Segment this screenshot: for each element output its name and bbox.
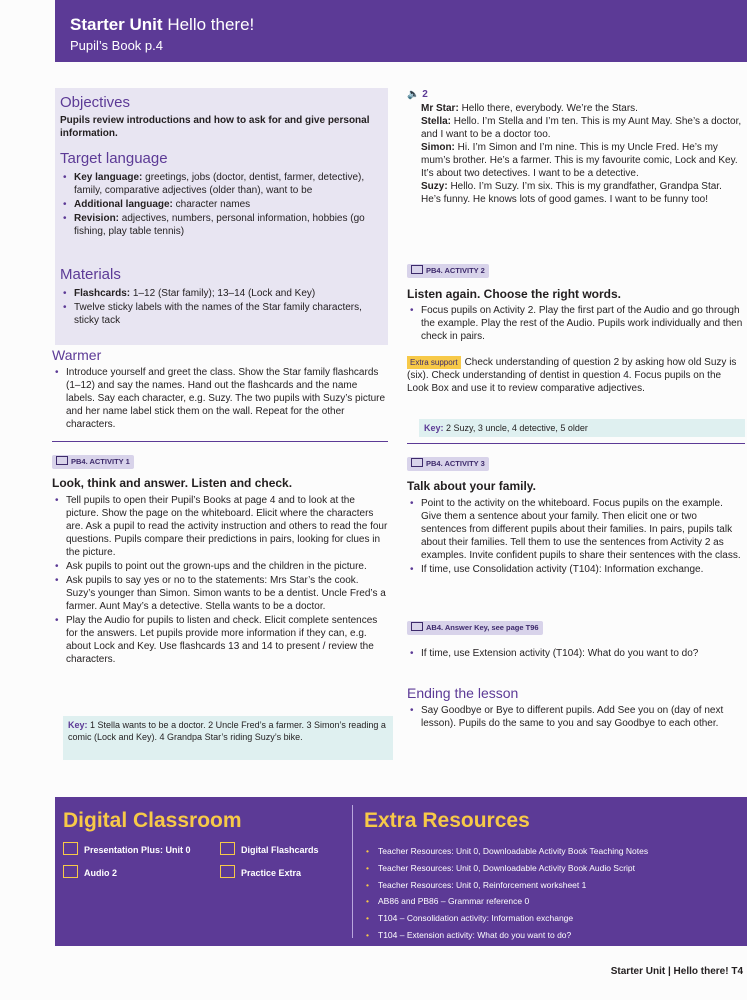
extra-resources xyxy=(355,797,747,946)
page-header xyxy=(55,0,747,62)
script-line: Stella: Hello. I’m Stella and I’m ten. This is my Aunt May. She’s a doctor, and I want to be a doctor too. xyxy=(421,116,742,140)
list-item: • Additional language: character names xyxy=(60,198,378,211)
list-item: • Ask pupils to say yes or no to the statements: Mrs Star’s the cook. Suzy’s younger than Simon. Simon wants to be a dentist. Uncle Fred’s a farmer. Aunt May’s a detective. Stella wants to be a doctor. xyxy=(52,574,388,613)
objectives-heading: Objectives xyxy=(60,94,131,111)
activity-2-list xyxy=(407,304,743,344)
objectives-text: Pupils review introductions and how to ask for and give personal information. xyxy=(60,115,370,139)
extra-support-badge: Extra support xyxy=(407,356,461,369)
target-language-list xyxy=(60,171,378,239)
materials-heading: Materials xyxy=(60,266,121,283)
digital-flashcards-link[interactable]: Digital Flashcards xyxy=(220,842,319,857)
presentation-plus-link[interactable]: Presentation Plus: Unit 0 xyxy=(63,842,191,857)
resource-item[interactable]: • Teacher Resources: Unit 0, Downloadable Activity Book Audio Script xyxy=(364,860,648,877)
activity-1-title: Look, think and answer. Listen and check. xyxy=(52,476,293,490)
resource-item[interactable]: • Teacher Resources: Unit 0, Downloadable Activity Book Teaching Notes xyxy=(364,843,648,860)
list-item: • If time, use Consolidation activity (T104): Information exchange. xyxy=(407,563,743,576)
ending-heading: Ending the lesson xyxy=(407,685,519,701)
resource-item[interactable]: • AB86 and PB86 – Grammar reference 0 xyxy=(364,893,648,910)
activity-1-tag: PB4. ACTIVITY 1 xyxy=(52,455,134,469)
activity-2-title: Listen again. Choose the right words. xyxy=(407,287,622,301)
pupils-book-page: Pupil’s Book p.4 xyxy=(70,38,163,53)
audio-track: 🔈 2 xyxy=(407,89,428,100)
materials-list xyxy=(60,287,378,328)
activity-1-key-box: Key: 1 Stella wants to be a doctor. 2 Uncle Fred’s a farmer. 3 Simon’s reading a comic (Lock and Key). 4 Grandpa Star’s riding Suzy’s bike. xyxy=(63,716,393,760)
book-icon xyxy=(56,456,68,465)
practice-extra-link[interactable]: Practice Extra xyxy=(220,865,301,880)
unit-name: Starter Unit xyxy=(70,15,163,34)
list-item: • If time, use Extension activity (T104): What do you want to do? xyxy=(407,647,743,660)
script-line: Mr Star: Hello there, everybody. We’re the Stars. xyxy=(421,103,638,114)
list-item: • Point to the activity on the whiteboard. Focus pupils on the example. Give them a sentence about your family. Then elicit one or two sentences from different pupils about their families. In pairs, pupils talk about their families. Tell them to use the sentences from Activity 2 as examples. Invite confident pupils to share their sentences with the class. xyxy=(407,497,743,562)
target-language-heading: Target language xyxy=(60,150,168,167)
speaker-icon: 🔈 xyxy=(407,89,420,100)
list-item: • Play the Audio for pupils to listen and check. Elicit complete sentences for the answers. Let pupils provide more information if they can, e.g. about Lock and Key. Use flashcards 13 and 14 to present / review the characters. xyxy=(52,614,388,666)
list-item: • Ask pupils to point out the grown-ups and the children in the picture. xyxy=(52,560,388,573)
script-line: Suzy: Hello. I’m Suzy. I’m six. This is my grandfather, Grandpa Star. He’s funny. He knows lots of good games. I want to be funny too! xyxy=(421,181,722,205)
book-icon xyxy=(411,265,423,274)
audio-link[interactable]: Audio 2 xyxy=(63,865,117,880)
list-item: • Tell pupils to open their Pupil’s Books at page 4 and to look at the picture. Show the page on the whiteboard. Elicit where the characters are. Ask a pupil to read the activity instruction and others to read the four questions. Pupils compare their predictions in pairs, looking for clues in the picture. xyxy=(52,494,388,559)
list-item: • Say Goodbye or Bye to different pupils. Add See you on (day of next lesson). Pupils do the same to you and say Goodbye to each other. xyxy=(407,704,743,730)
divider xyxy=(407,443,745,444)
resource-item[interactable]: • T104 – Extension activity: What do you want to do? xyxy=(364,927,648,944)
extra-resources-list xyxy=(364,843,648,944)
script-line: Simon: Hi. I’m Simon and I’m nine. This is my Uncle Fred. He’s my mum’s brother. He’s a farmer. This is my favourite comic, Lock and Key. It’s about two detectives. I want to be a detective. xyxy=(421,142,738,179)
presentation-icon xyxy=(63,842,78,855)
list-item: • Flashcards: 1–12 (Star family); 13–14 (Lock and Key) xyxy=(60,287,378,300)
extra-resources-heading: Extra Resources xyxy=(364,809,530,832)
list-item: • Twelve sticky labels with the names of the Star family characters, sticky tack xyxy=(60,301,378,327)
book-icon xyxy=(411,458,423,467)
extension-list xyxy=(407,647,743,661)
band-divider xyxy=(352,805,353,938)
extra-support: Extra support Check understanding of question 2 by asking how old Suzy is (six). Check understanding of dentist in question 4. Focus pupils on the Look Box and use it to review comparative adjectives. xyxy=(407,357,737,394)
flashcards-icon xyxy=(220,842,235,855)
resource-item[interactable]: • Teacher Resources: Unit 0, Reinforcement worksheet 1 xyxy=(364,877,648,894)
book-icon xyxy=(411,622,423,631)
practice-icon xyxy=(220,865,235,878)
digital-classroom-heading: Digital Classroom xyxy=(63,809,242,832)
list-item: • Introduce yourself and greet the class. Show the Star family flashcards (1–12) and say the names. Hand out the flashcards and the name labels. Say each character, e.g. Suzy. The two pupils with Suzy’s picture and her name label stick them on the wall. Repeat for the other characters. xyxy=(52,366,386,431)
list-item: • Revision: adjectives, numbers, personal information, hobbies (go fishing, play table tennis) xyxy=(60,212,378,238)
page-footer: Starter Unit | Hello there! T4 xyxy=(610,966,743,977)
audio-icon xyxy=(63,865,78,878)
warmer-heading: Warmer xyxy=(52,347,102,363)
objectives-box xyxy=(55,88,388,345)
activity-2-tag: PB4. ACTIVITY 2 xyxy=(407,264,489,278)
activity-3-list xyxy=(407,497,743,577)
unit-title: Hello there! xyxy=(167,15,255,34)
warmer-list xyxy=(52,366,386,432)
divider xyxy=(52,441,388,442)
resources-band xyxy=(55,797,747,946)
list-item: • Key language: greetings, jobs (doctor, dentist, farmer, detective), family, comparative adjectives (older than), want to be xyxy=(60,171,378,197)
activity-2-key-box: Key: 2 Suzy, 3 uncle, 4 detective, 5 older xyxy=(419,419,745,437)
activity-3-title: Talk about your family. xyxy=(407,479,536,493)
activity-book-answer-key-tag: AB4. Answer Key, see page T96 xyxy=(407,621,543,635)
list-item: • Focus pupils on Activity 2. Play the first part of the Audio and go through the example. Play the rest of the Audio. Pupils work individually and then check in pairs. xyxy=(407,304,743,343)
activity-1-list xyxy=(52,494,388,667)
ending-list xyxy=(407,704,743,731)
audio-script xyxy=(421,102,743,206)
resource-item[interactable]: • T104 – Consolidation activity: Information exchange xyxy=(364,910,648,927)
activity-3-tag: PB4. ACTIVITY 3 xyxy=(407,457,489,471)
